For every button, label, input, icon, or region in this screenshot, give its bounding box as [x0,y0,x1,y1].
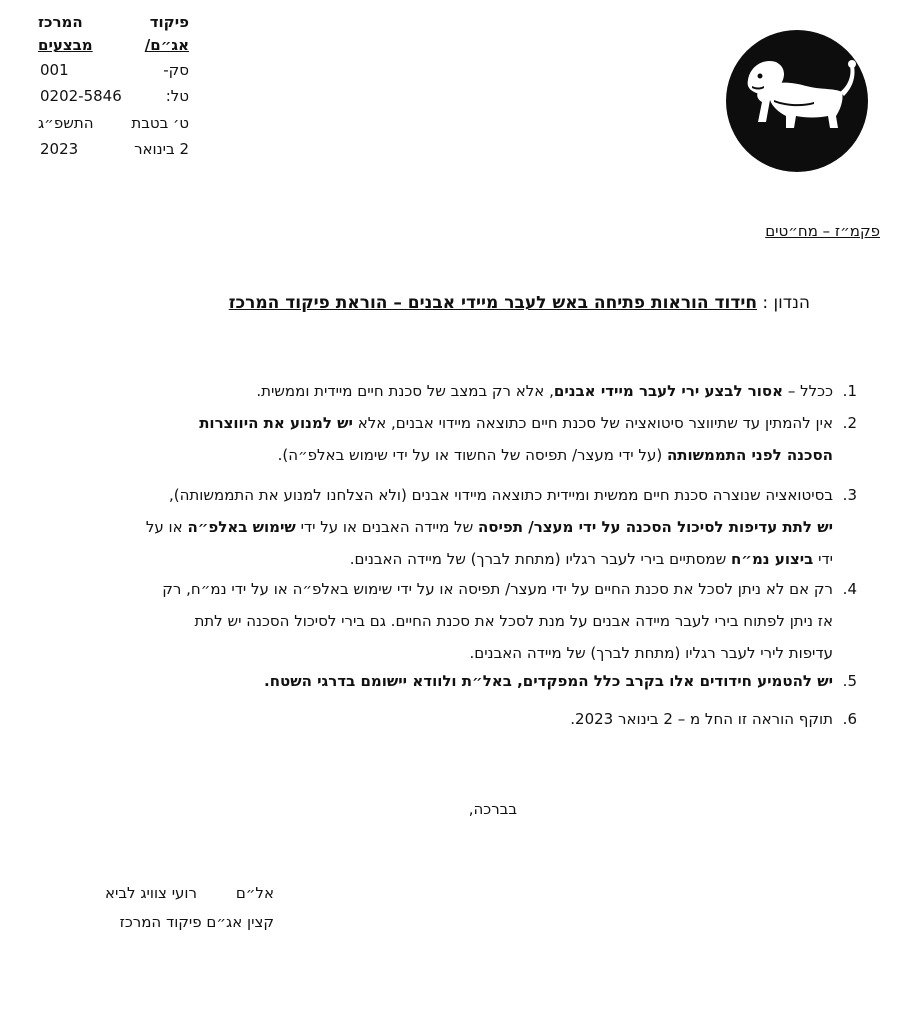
subject-text: חידוד הוראות פתיחה באש לעבר מיידי אבנים – הוראת פיקוד המרכז [228,293,757,313]
item-line [45,375,833,407]
item-number: 1. [842,382,857,400]
list-item [45,479,857,575]
dept-name: אג״ם/ [144,36,189,54]
item-text: (על ידי מעצר/ תפיסה של החשוד או על ידי שימוש באלפ״ה). [277,446,667,464]
item-text: עדיפות לירי לעבר רגליו (מתחת לברך) של מיידה האבנים. [469,644,833,662]
item-text: ככלל – [783,382,833,400]
unit-name: פיקוד [149,13,189,31]
dept-sub: מבצעים [38,36,93,54]
signature-rank: אל״ם [235,884,274,902]
item-text-bold: ביצוע נמ״ח [731,550,814,568]
hebrew-date-day: ט׳ בטבת [131,114,189,132]
tel-label: טל: [165,87,189,105]
item-text: אז ניתן לפתוח בירי לעבר מיידה אבנים על מנת לסכל את סכנת החיים. גם בירי לסיכול הסכנה יש לתת [194,612,833,630]
subject-label: הנדון : [762,293,810,313]
item-number: 6. [842,710,857,728]
item-text-bold: יש למנוע את היווצרות [199,414,353,432]
subject-line [229,293,810,313]
item-number: 4. [842,580,857,598]
item-line [45,543,833,575]
item-text: של מיידה האבנים או על ידי [295,518,478,536]
item-text: תוקף הוראה זו החל מ – 2 בינואר 2023. [570,710,833,728]
item-number: 5. [842,672,857,690]
item-text: ידי [813,550,833,568]
signature-name: רועי צוויג לביא [104,884,197,902]
item-text-bold: אסור לבצע ירי לעבר מיידי אבנים [553,382,784,400]
greg-date-year: 2023 [40,140,79,158]
distribution-line: פקמ״ז – מח״טים [765,222,880,240]
hebrew-date-year: התשפ״ג [38,114,94,132]
item-text: אין להמתין עד שתיווצר סיטואציה של סכנת חיים כתוצאה מיידוי אבנים, אלא [352,414,833,432]
item-number: 2. [842,414,857,432]
item-text: , אלא רק במצב של סכנת חיים מיידית וממשית. [256,382,554,400]
list-item [45,703,857,735]
closing-greeting: בברכה, [468,800,517,818]
item-line [45,573,833,605]
item-text-bold: יש להטמיע חידודים אלו בקרב כלל המפקדים, באל״ת ולוודא יישומם בדרגי השטח. [264,672,833,690]
list-item [45,573,857,669]
tel-value: 0202-5846 [40,87,122,105]
list-item [45,375,857,407]
item-text: שמסתיים בירי לעבר רגליו (מתחת לברך) של מיידה האבנים. [349,550,731,568]
item-line [45,407,833,439]
item-text: בסיטואציה שנוצרה סכנת חיים ממשית ומיידית כתוצאה מיידוי אבנים (ולא הצלחנו למנוע את התממשותה), [169,486,833,504]
lion-emblem-icon [726,30,868,172]
item-line [45,479,833,511]
item-text: רק אם לא ניתן לסכל את סכנת החיים על ידי מעצר/ תפיסה או על ידי שימוש באלפ״ה או על ידי נמ״ח, רק [162,580,833,598]
item-line [45,439,833,471]
unit-command: המרכז [38,13,83,31]
item-line [45,605,833,637]
signature-title: קצין אג״ם פיקוד המרכז [119,913,274,931]
sak-label: סק- [163,61,189,79]
item-text-bold: יש לתת עדיפות לסיכול הסכנה על ידי מעצר/ תפיסה [477,518,833,536]
item-line [45,703,833,735]
list-item [45,407,857,471]
list-item [45,665,857,697]
greg-date-day: 2 בינואר [134,140,189,158]
item-line [45,665,833,697]
item-number: 3. [842,486,857,504]
sak-value: 001 [40,61,69,79]
item-line [45,511,833,543]
item-text-bold: הסכנה לפני התממשותה [666,446,833,464]
item-text: או על [145,518,188,536]
item-text-bold: שימוש באלפ״ה [187,518,296,536]
